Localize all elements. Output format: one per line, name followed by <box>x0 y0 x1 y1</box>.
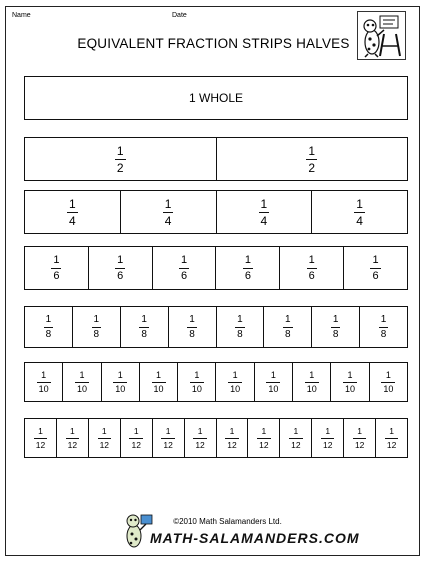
fraction-denominator: 10 <box>76 383 87 394</box>
fraction-denominator: 10 <box>230 383 241 394</box>
fraction <box>51 255 61 282</box>
strip-cell <box>312 307 360 347</box>
fraction-numerator: 1 <box>93 313 100 325</box>
fraction <box>385 427 398 449</box>
fraction-numerator: 1 <box>385 369 391 380</box>
fraction-numerator: 1 <box>164 196 172 211</box>
fraction-numerator: 1 <box>197 426 203 436</box>
strip-sixths <box>24 246 408 290</box>
strip-cell <box>370 363 407 401</box>
fraction-denominator: 4 <box>69 213 76 228</box>
fraction <box>115 255 125 282</box>
fraction-numerator: 1 <box>45 313 52 325</box>
fraction-numerator: 1 <box>181 253 188 266</box>
fraction <box>139 315 149 340</box>
fraction <box>163 198 174 227</box>
fraction-numerator: 1 <box>194 369 200 380</box>
fraction <box>353 427 366 449</box>
strip-cell <box>153 419 185 457</box>
fraction-denominator: 12 <box>386 439 397 450</box>
fraction-numerator: 1 <box>357 426 363 436</box>
fraction-denominator: 6 <box>181 269 188 282</box>
fraction-numerator: 1 <box>69 196 76 211</box>
fraction-numerator: 1 <box>116 143 124 158</box>
fraction-numerator: 1 <box>260 196 268 211</box>
fraction <box>243 255 253 282</box>
strip-cell <box>293 363 331 401</box>
strip-cell <box>217 307 265 347</box>
strip-cell <box>121 419 153 457</box>
strip-cell <box>89 419 121 457</box>
fraction <box>289 427 302 449</box>
fraction <box>115 145 126 174</box>
fraction <box>34 427 47 449</box>
strip-cell <box>360 307 407 347</box>
fraction-numerator: 1 <box>70 426 75 436</box>
fraction-denominator: 8 <box>332 328 339 340</box>
fraction-numerator: 1 <box>308 143 316 158</box>
strip-cell <box>217 419 249 457</box>
strip-cell <box>178 363 216 401</box>
fraction-denominator: 10 <box>153 383 164 394</box>
fraction <box>370 255 380 282</box>
fraction-denominator: 8 <box>380 328 387 340</box>
fraction-denominator: 10 <box>191 383 202 394</box>
strip-cell <box>169 307 217 347</box>
fraction-numerator: 1 <box>101 426 107 436</box>
fraction-denominator: 4 <box>260 213 268 228</box>
fraction-numerator: 1 <box>133 426 139 436</box>
fraction-denominator: 12 <box>67 439 78 450</box>
fraction-denominator: 10 <box>268 383 279 394</box>
fraction-numerator: 1 <box>41 369 47 380</box>
fraction-denominator: 4 <box>356 213 363 228</box>
footer-site-name: MATH-SALAMANDERS.COM <box>150 530 360 546</box>
fraction <box>343 371 357 394</box>
fraction-denominator: 12 <box>259 439 269 450</box>
fraction <box>129 427 142 449</box>
strip-cell <box>121 191 217 233</box>
fraction-denominator: 6 <box>372 269 379 282</box>
fraction <box>179 255 189 282</box>
strip-cell <box>57 419 89 457</box>
fraction-numerator: 1 <box>356 196 363 211</box>
fraction-denominator: 12 <box>323 439 333 450</box>
strip-whole <box>24 76 408 120</box>
strip-cell <box>344 419 376 457</box>
fraction <box>98 427 111 449</box>
fraction-denominator: 6 <box>117 269 124 282</box>
fraction-numerator: 1 <box>117 369 123 380</box>
fraction-numerator: 1 <box>141 313 147 325</box>
fraction-denominator: 8 <box>141 328 147 340</box>
fraction-numerator: 1 <box>261 426 267 436</box>
strip-cell <box>25 191 121 233</box>
fraction-numerator: 1 <box>38 426 43 436</box>
strip-cell <box>216 247 280 289</box>
fraction-numerator: 1 <box>232 369 238 380</box>
fraction <box>381 371 395 394</box>
fraction-denominator: 8 <box>285 328 291 340</box>
strip-tenths <box>24 362 408 402</box>
fraction <box>283 315 293 340</box>
strip-cell <box>312 419 344 457</box>
fraction <box>307 255 317 282</box>
fraction-numerator: 1 <box>293 426 299 436</box>
fraction-numerator: 1 <box>309 369 315 380</box>
strip-twelfths <box>24 418 408 458</box>
fraction-numerator: 1 <box>53 253 60 266</box>
fraction-denominator: 12 <box>195 439 205 450</box>
fraction-numerator: 1 <box>237 313 243 325</box>
fraction <box>257 427 270 449</box>
fraction-denominator: 2 <box>308 160 316 175</box>
fraction-denominator: 8 <box>93 328 100 340</box>
strip-cell <box>280 419 312 457</box>
footer-copyright: ©2010 Math Salamanders Ltd. <box>173 517 282 526</box>
fraction-denominator: 4 <box>164 213 172 228</box>
fraction-numerator: 1 <box>347 369 353 380</box>
fraction-numerator: 1 <box>308 253 315 266</box>
strip-halves <box>24 137 408 181</box>
fraction-denominator: 12 <box>354 439 365 450</box>
fraction <box>225 427 238 449</box>
fraction <box>321 427 334 449</box>
strip-cell <box>25 363 63 401</box>
fraction-denominator: 10 <box>383 383 394 394</box>
strip-cell <box>89 247 153 289</box>
fraction <box>161 427 174 449</box>
fraction-numerator: 1 <box>332 313 339 325</box>
strip-cell <box>25 77 407 119</box>
fraction-denominator: 10 <box>306 383 317 394</box>
fraction-denominator: 10 <box>38 383 49 394</box>
fraction-denominator: 12 <box>163 439 173 450</box>
fraction-denominator: 10 <box>345 383 356 394</box>
strip-cell <box>140 363 178 401</box>
whole-label: 1 WHOLE <box>188 91 243 105</box>
fraction-numerator: 1 <box>229 426 235 436</box>
fraction <box>331 315 341 340</box>
fraction-denominator: 2 <box>116 160 124 175</box>
fraction-denominator: 12 <box>35 439 46 450</box>
fraction <box>354 198 365 227</box>
fraction <box>305 371 319 394</box>
strip-cell <box>280 247 344 289</box>
strip-cell <box>248 419 280 457</box>
strip-cell <box>216 363 254 401</box>
strip-cell <box>73 307 121 347</box>
fraction-numerator: 1 <box>372 253 379 266</box>
fraction-denominator: 12 <box>291 439 301 450</box>
fraction <box>235 315 245 340</box>
fraction <box>306 145 317 174</box>
strip-quarters <box>24 190 408 234</box>
strip-cell <box>153 247 217 289</box>
fraction <box>66 427 79 449</box>
fraction-numerator: 1 <box>79 369 85 380</box>
strip-cell <box>102 363 140 401</box>
fraction-denominator: 12 <box>227 439 237 450</box>
strip-cell <box>25 419 57 457</box>
fraction-denominator: 10 <box>115 383 126 394</box>
fraction-denominator: 6 <box>244 269 251 282</box>
fraction-numerator: 1 <box>380 313 387 325</box>
fraction-denominator: 6 <box>308 269 315 282</box>
fraction <box>190 371 204 394</box>
strip-cell <box>25 307 73 347</box>
strip-cell <box>344 247 407 289</box>
strip-cell <box>331 363 369 401</box>
fraction <box>152 371 166 394</box>
strip-eighths <box>24 306 408 348</box>
strip-cell <box>312 191 407 233</box>
strip-cell <box>217 138 408 180</box>
fraction-denominator: 8 <box>237 328 243 340</box>
strip-cell <box>25 247 89 289</box>
strip-cell <box>255 363 293 401</box>
fraction <box>228 371 242 394</box>
fraction <box>113 371 127 394</box>
fraction <box>259 198 270 227</box>
worksheet-title: EQUIVALENT FRACTION STRIPS HALVES <box>77 36 350 51</box>
salamander-teacher-icon <box>357 11 406 60</box>
strip-cell <box>264 307 312 347</box>
name-label: Name <box>12 12 31 19</box>
fraction-numerator: 1 <box>270 369 276 380</box>
fraction-denominator: 8 <box>189 328 195 340</box>
strip-cell <box>376 419 407 457</box>
fraction-numerator: 1 <box>117 253 124 266</box>
fraction-numerator: 1 <box>189 313 195 325</box>
strip-cell <box>63 363 101 401</box>
fraction <box>44 315 54 340</box>
fraction-denominator: 6 <box>53 269 60 282</box>
fraction <box>92 315 102 340</box>
fraction-numerator: 1 <box>325 426 331 436</box>
fraction <box>67 198 78 227</box>
fraction-numerator: 1 <box>285 313 291 325</box>
strip-cell <box>185 419 217 457</box>
fraction <box>75 371 89 394</box>
fraction <box>37 371 51 394</box>
strip-cell <box>121 307 169 347</box>
fraction-numerator: 1 <box>389 426 394 436</box>
fraction <box>193 427 206 449</box>
date-label: Date <box>172 12 187 19</box>
strip-cell <box>217 191 313 233</box>
fraction-denominator: 12 <box>99 439 110 450</box>
fraction <box>266 371 280 394</box>
strip-cell <box>25 138 217 180</box>
fraction <box>379 315 389 340</box>
fraction-denominator: 12 <box>131 439 141 450</box>
fraction-numerator: 1 <box>156 369 162 380</box>
fraction-numerator: 1 <box>165 426 171 436</box>
fraction <box>187 315 197 340</box>
fraction-denominator: 8 <box>45 328 52 340</box>
fraction-numerator: 1 <box>244 253 251 266</box>
